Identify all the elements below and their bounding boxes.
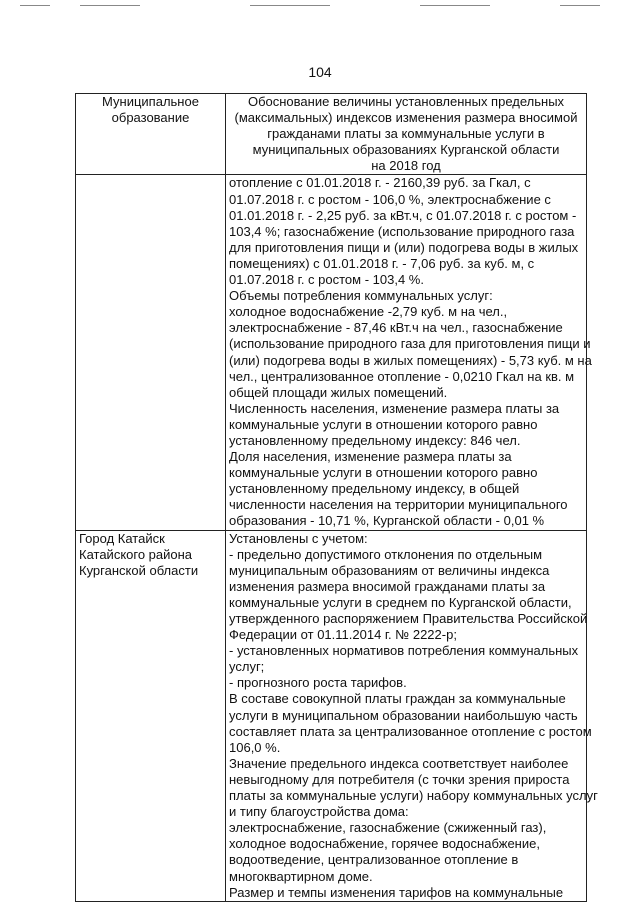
text-line: 01.07.2018 г. с ростом - 103,4 %. — [229, 272, 424, 288]
table-header-row — [76, 94, 587, 175]
text-line: 106,0 %. — [229, 739, 281, 755]
header-line: (максимальных) индексов изменения размера вносимой — [234, 110, 578, 126]
text-line: электроснабжение - 87,46 кВт.ч на чел., газоснабжение — [229, 320, 563, 336]
table-row — [76, 175, 587, 530]
scan-artifact — [420, 5, 490, 6]
text-line: установленному предельному индексу: 846 чел. — [229, 432, 521, 448]
text-line: 103,4 %; газоснабжение (использование природного газа — [229, 223, 575, 239]
text-line: утвержденного распоряжением Правительства Российской — [229, 611, 588, 626]
justification-cell — [226, 530, 598, 901]
header-municipality — [76, 94, 226, 175]
text-line: Федерации от 01.11.2014 г. № 2222-р; — [229, 627, 457, 643]
text-line: помещениях) с 01.01.2018 г. - 7,06 руб. за куб. м, с — [229, 255, 535, 271]
municipality-cell — [76, 175, 226, 530]
text-line: для приготовления пищи и (или) подогрева воды в жилых — [229, 239, 579, 255]
text-line: услуг; — [229, 659, 265, 675]
text-line: платы за коммунальные услуги) набору коммунальных услуг — [229, 788, 598, 804]
text-line: многоквартирном доме. — [229, 868, 373, 884]
text-line: Объемы потребления коммунальных услуг: — [229, 288, 493, 304]
scan-artifact — [560, 5, 600, 6]
text-line: Размер и темпы изменения тарифов на коммунальные — [229, 884, 564, 900]
text-line: Установлены с учетом: — [229, 530, 368, 546]
page-number: 104 — [308, 64, 332, 80]
text-line: холодное водоснабжение, горячее водоснабжение, — [229, 836, 540, 852]
document-table — [75, 93, 598, 902]
header-line: образование — [111, 110, 190, 126]
text-line: (или) подогрева воды в жилых помещениях) - 5,73 куб. м на — [229, 352, 592, 368]
text-line: 01.01.2018 г. - 2,25 руб. за кВт.ч, с 01.07.2018 г. с ростом - — [229, 207, 577, 223]
text-line: изменения размера вносимой гражданами платы за — [229, 578, 546, 594]
municipality-line: Курганской области — [79, 562, 199, 578]
text-line: Численность населения, изменение размера платы за — [229, 400, 560, 416]
text-line: услуги в муниципальном образовании наибольшую часть — [229, 707, 578, 723]
table-row — [76, 530, 587, 901]
header-line: муниципальных образованиях Курганской области — [252, 142, 560, 158]
municipality-cell — [76, 530, 226, 901]
text-line: коммунальные услуги в среднем по Курганской области, — [229, 594, 572, 610]
text-line: - установленных нормативов потребления коммунальных — [229, 643, 579, 659]
text-line: общей площади жилых помещений. — [229, 384, 448, 400]
scan-artifact — [20, 5, 50, 6]
header-line: Обоснование величины установленных предельных — [247, 94, 565, 109]
text-line: - предельно допустимого отклонения по отдельным — [229, 546, 543, 562]
text-line: и типу благоустройства дома: — [229, 804, 409, 820]
text-line: В составе совокупной платы граждан за коммунальные — [229, 691, 566, 707]
header-justification — [226, 94, 587, 175]
text-line: коммунальные услуги в отношении которого равно — [229, 416, 538, 432]
header-line: гражданами платы за коммунальные услуги в — [267, 126, 545, 142]
municipality-line: Катайского района — [79, 546, 193, 562]
text-line: установленному предельному индексу, в общей — [229, 481, 520, 497]
text-line: составляет плата за централизованное отопление с ростом — [229, 723, 592, 739]
text-line: невыгодному для потребителя (с точки зрения прироста — [229, 771, 570, 787]
text-line: Значение предельного индекса соответствует наиболее — [229, 755, 569, 771]
text-line: водоотведение, централизованное отопление в — [229, 852, 519, 868]
text-line: - прогнозного роста тарифов. — [229, 675, 407, 691]
text-line: (использование природного газа для приготовления пищи и — [229, 336, 591, 352]
scan-artifact — [80, 5, 140, 6]
text-line: коммунальные услуги в отношении которого равно — [229, 465, 538, 481]
municipality-line: Город Катайск — [79, 530, 165, 546]
text-line: электроснабжение, газоснабжение (сжиженный газ), — [229, 820, 547, 836]
text-line: Доля населения, изменение размера платы за — [229, 449, 512, 465]
header-line: Муниципальное — [102, 94, 199, 109]
text-line: отопление с 01.01.2018 г. - 2160,39 руб. за Гкал, с — [229, 175, 531, 191]
text-line: чел., централизованное отопление - 0,0210 Гкал на кв. м — [229, 368, 575, 384]
justification-cell — [226, 175, 592, 530]
scan-artifact — [250, 5, 330, 6]
text-line: холодное водоснабжение -2,79 куб. м на чел., — [229, 304, 508, 320]
text-line: муниципальным образованиям от величины индекса — [229, 562, 550, 578]
text-line: образования - 10,71 %, Курганской области - 0,01 % — [229, 513, 545, 529]
text-line: численности населения на территории муниципального — [229, 497, 568, 513]
text-line: 01.07.2018 г. с ростом - 106,0 %, электроснабжение с — [229, 191, 551, 207]
header-line: на 2018 год — [371, 158, 441, 174]
